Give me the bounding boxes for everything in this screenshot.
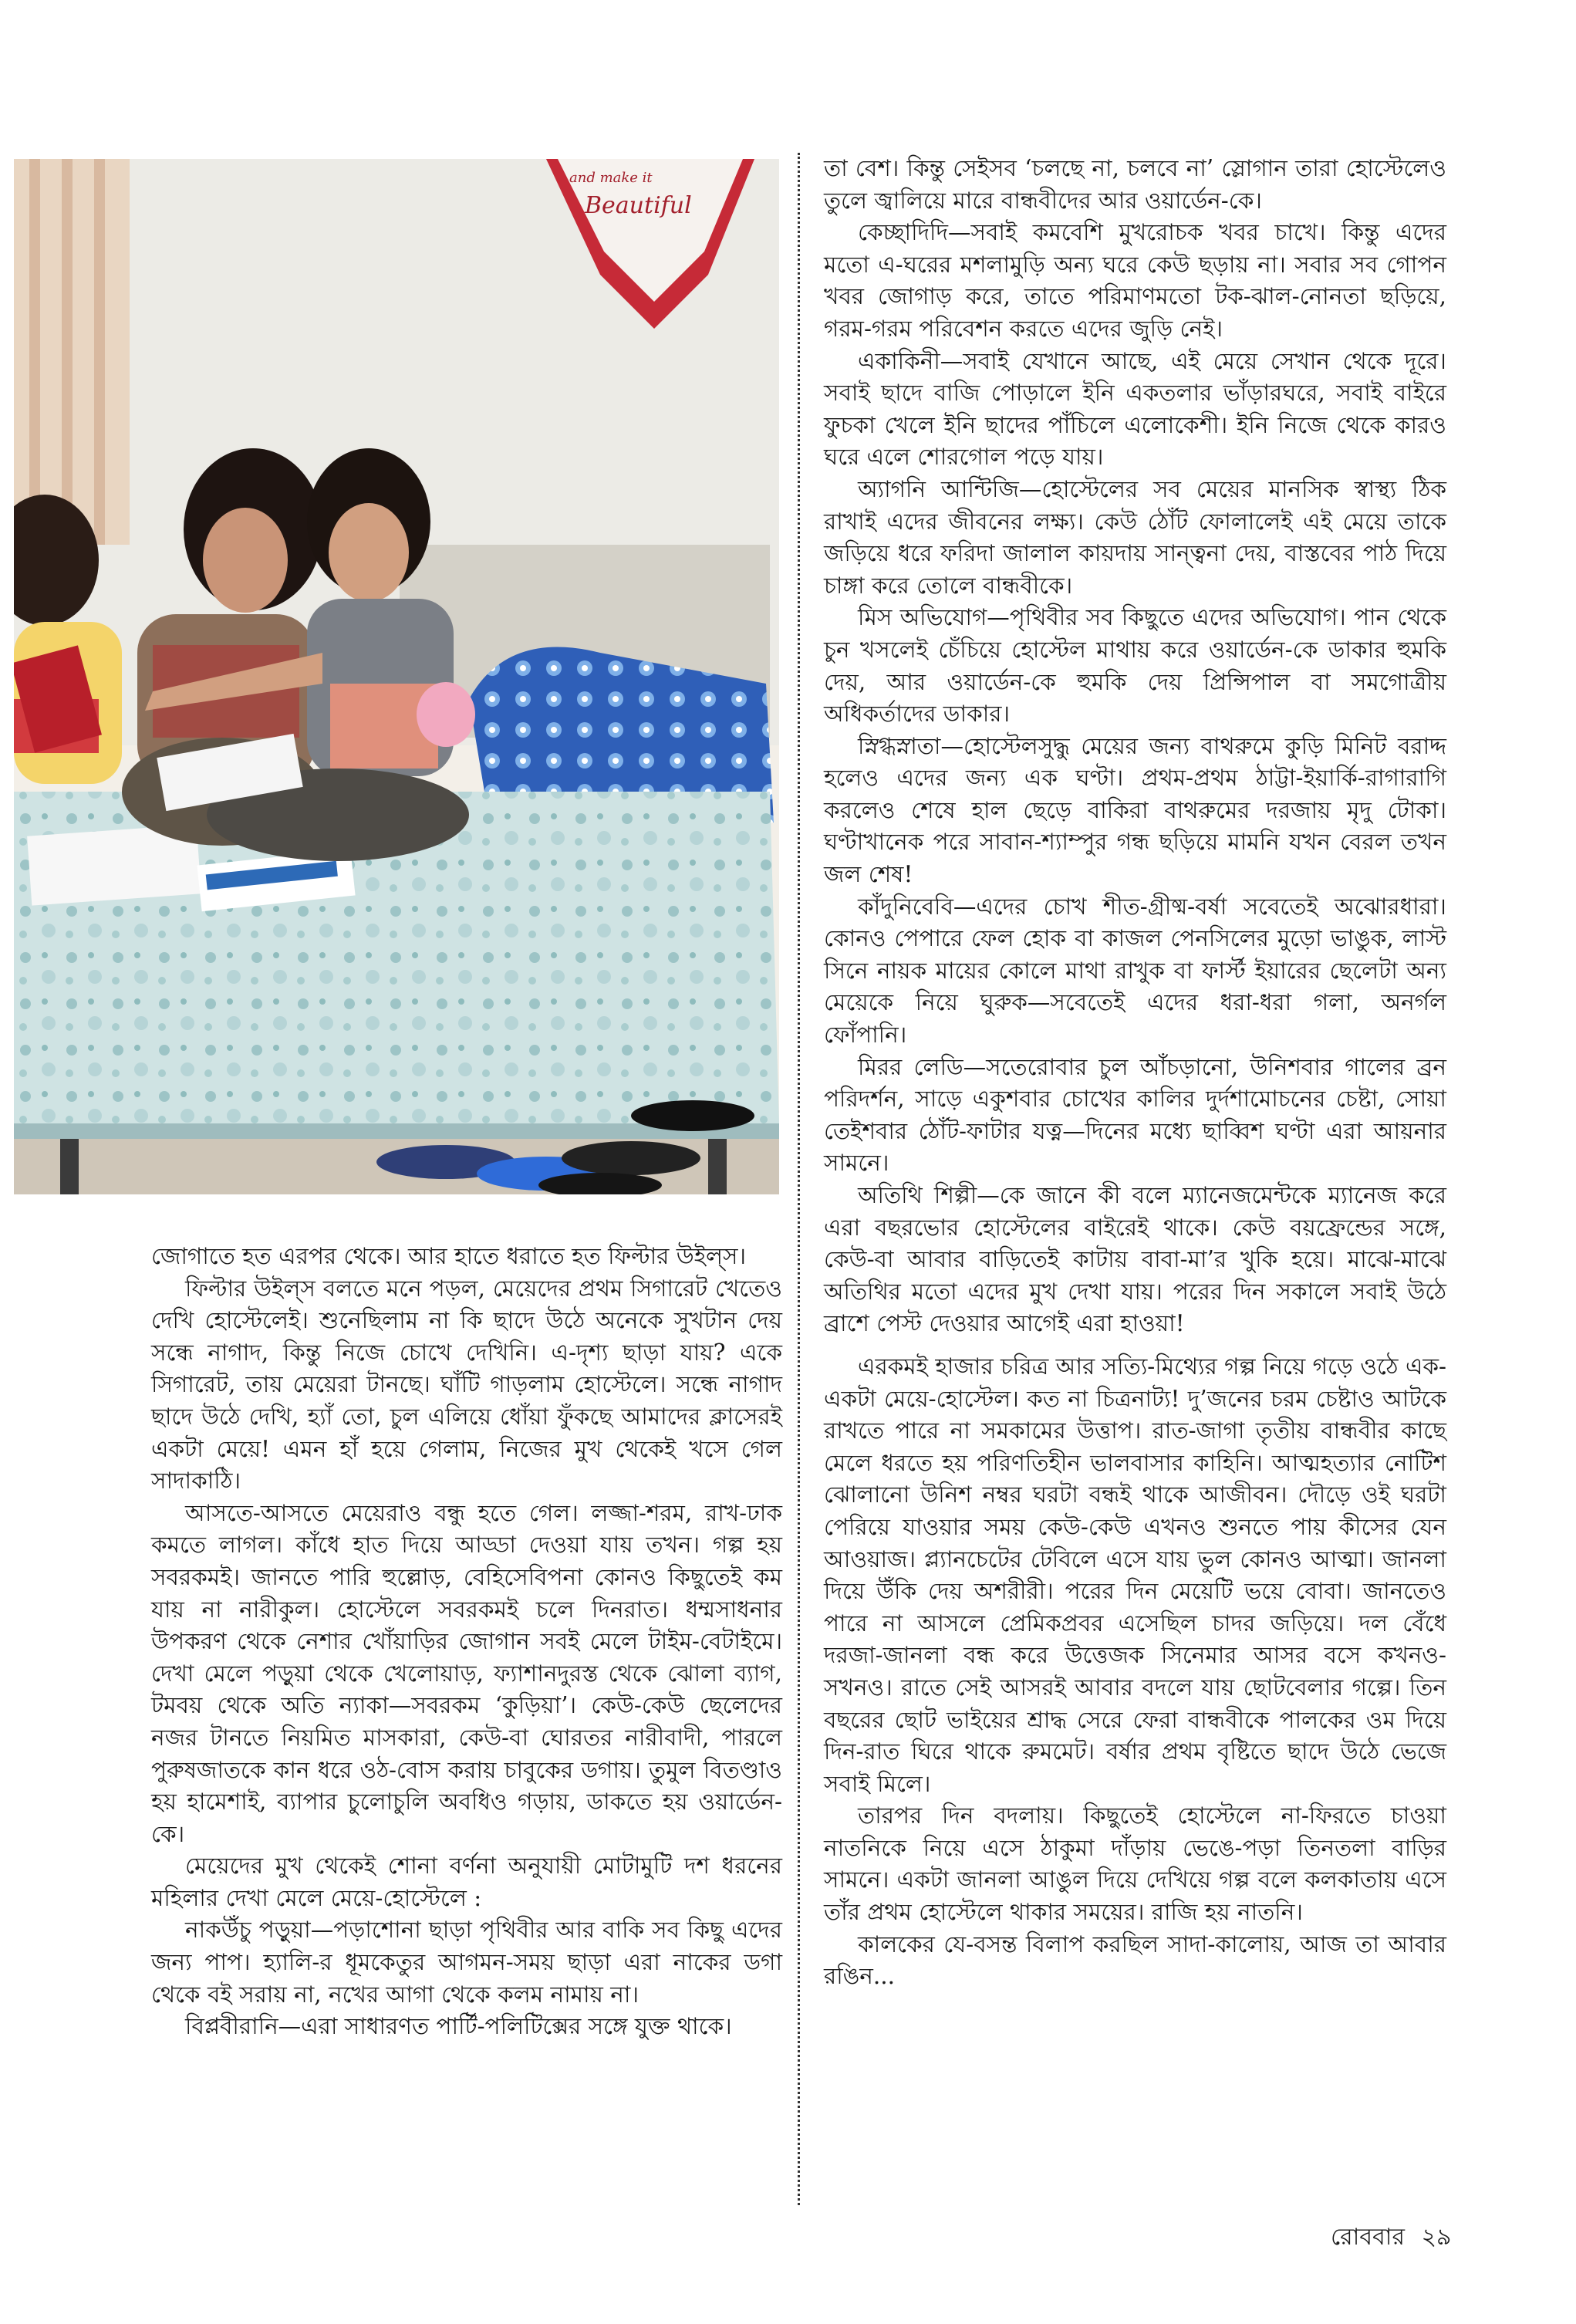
sign-text-beautiful: Beautiful xyxy=(585,192,692,219)
article-paragraph: এরকমই হাজার চরিত্র আর সত্যি-মিথ্যের গল্প নিয়ে গড়ে ওঠে এক-একটা মেয়ে-হোস্টেল। কত না চিত্রনাট্য! দু’জনের চরম চেষ্টাও আটকে রাখতে পারে না সমকামের উত্তাপ। রাত-জাগা তৃতীয় বান্ধবীর কাছে মেলে ধরতে হয় পরিণতিহীন ভালবাসার কাহিনি। আত্মহত্যার নোটিশ ঝোলানো উনিশ নম্বর ঘরটা বন্ধই থাকে আজীবন। দৌড়ে ওই ঘরটা পেরিয়ে যাওয়ার সময় কেউ-কেউ এখনও শুনতে পায় কীসের যেন আওয়াজ। প্ল্যানচেটের টেবিলে এসে যায় ভুল কোনও আত্মা। জানলা দিয়ে উঁকি দেয় অশরীরী। পরের দিন মেয়েটি ভয়ে বোবা। জানতেও পারে না আসলে প্রেমিকপ্রবর এসেছিল চাদর জড়িয়ে। দল বেঁধে দরজা-জানলা বন্ধ করে উত্তেজক সিনেমার আসর বসে কখনও-সখনও। রাতে সেই আসরই আবার বদলে যায় ছোটবেলার গল্পে। তিন বছরের ছোট ভাইয়ের শ্রাদ্ধ সেরে ফেরা বান্ধবীকে পালকের ওম দিয়ে দিন-রাত ঘিরে থাকে রুমমেট। বর্ষার প্রথম বৃষ্টিতে ছাদে উঠে ভেজে সবাই মিলে। xyxy=(824,1353,1446,1797)
article-paragraph: অতিথি শিল্পী—কে জানে কী বলে ম্যানেজমেন্টকে ম্যানেজ করে এরা বছরভোর হোস্টেলের বাইরেই থাকে। কেউ বয়ফ্রেন্ডের সঙ্গে, কেউ-বা আবার বাড়িতেই কাটায় বাবা-মা’র খুকি হয়ে। মাঝে-মাঝে অতিথির মতো এদের মুখ দেখা যায়। পরের দিন সকালে সবাই উঠে ব্রাশে পেস্ট দেওয়ার আগেই এরা হাওয়া! xyxy=(824,1182,1446,1337)
sign-text-small: and make it xyxy=(569,170,653,186)
article-paragraph: ফিল্টার উইল্স বলতে মনে পড়ল, মেয়েদের প্রথম সিগারেট খেতেও দেখি হোস্টেলেই। শুনেছিলাম না কি ছাদে উঠে অনেকে সুখটান দেয় সন্ধে নাগাদ, কিন্তু নিজে চোখে দেখিনি। এ-দৃশ্য ছাড়া যায়? একে সিগারেট, তায় মেয়েরা টানছে। ঘাঁটি গাড়লাম হোস্টেলে। সন্ধে নাগাদ ছাদে উঠে দেখি, হ্যাঁ তো, চুল এলিয়ে ধোঁয়া ফুঁকছে আমাদের ক্লাসেরই একটা মেয়ে! এমন হাঁ হয়ে গেলাম, নিজের মুখ থেকেই খসে গেল সাদাকাঠি। xyxy=(151,1275,782,1495)
article-paragraph: কেচ্ছাদিদি—সবাই কমবেশি মুখরোচক খবর চাখে। কিন্তু এদের মতো এ-ঘরের মশলামুড়ি অন্য ঘরে কেউ ছড়ায় না। সবার সব গোপন খবর জোগাড় করে, তাতে পরিমাণমতো টক-ঝাল-নোনতা ছড়িয়ে, গরম-গরম পরিবেশন করতে এদের জুড়ি নেই। xyxy=(824,219,1446,342)
article-paragraph: অ্যাগনি আন্টিজি—হোস্টেলের সব মেয়ের মানসিক স্বাস্থ্য ঠিক রাখাই এদের জীবনের লক্ষ্য। কেউ ঠোঁট ফোলালেই এই মেয়ে তাকে জড়িয়ে ধরে ফরিদা জালাল কায়দায় সান্ত্বনা দেয়, বাস্তবের পাঠ দিয়ে চাঙ্গা করে তোলে বান্ধবীকে। xyxy=(824,475,1446,599)
article-paragraph: তা বেশ। কিন্তু সেইসব ‘চলছে না, চলবে না’ স্লোগান তারা হোস্টেলেও তুলে জ্বালিয়ে মারে বান্ধবীদের আর ওয়ার্ডেন-কে। xyxy=(824,155,1446,214)
article-paragraph: একাকিনী—সবাই যেখানে আছে, এই মেয়ে সেখান থেকে দূরে। সবাই ছাদে বাজি পোড়ালে ইনি একতলার ভাঁড়ারঘরে, সবাই বাইরে ফুচকা খেলে ইনি ছাদের পাঁচিলে এলোকেশী। ইনি নিজে থেকে কারও ঘরে এলে শোরগোল পড়ে যায়। xyxy=(824,347,1446,471)
column-divider xyxy=(798,153,800,2205)
article-paragraph: কালকের যে-বসন্ত বিলাপ করছিল সাদা-কালোয়, আজ তা আবার রঙিন... xyxy=(824,1930,1446,1990)
article-paragraph: নাকউঁচু পড়ুয়া—পড়াশোনা ছাড়া পৃথিবীর আর বাকি সব কিছু এদের জন্য পাপ। হ্যালি-র ধূমকেতুর আগমন-সময় ছাড়া এরা নাকের ডগা থেকে বই সরায় না, নখের আগা থেকে কলম নামায় না। xyxy=(151,1917,782,2008)
photo-illustration xyxy=(14,159,779,1194)
article-paragraph: মিরর লেডি—সতেরোবার চুল আঁচড়ানো, উনিশবার গালের ব্রন পরিদর্শন, সাড়ে একুশবার চোখের কালির দুর্দশামোচনের চেষ্টা, সোয়া তেইশবার ঠোঁট-ফাটার যত্ন—দিনের মধ্যে ছাব্বিশ ঘণ্টা এরা আয়নার সামনে। xyxy=(824,1053,1446,1177)
hostel-room-photo xyxy=(14,159,779,1194)
magazine-name: রোববার xyxy=(1331,2224,1405,2251)
article-paragraph: জোগাতে হত এরপর থেকে। আর হাতে ধরাতে হত ফিল্টার উইল্স। xyxy=(151,1243,747,1269)
article-column-right xyxy=(824,153,1446,1993)
article-paragraph: কাঁদুনিবেবি—এদের চোখ শীত-গ্রীষ্ম-বর্ষা সবেতেই অঝোরধারা। কোনও পেপারে ফেল হোক বা কাজল পেনসিলের মুড়ো ভাঙুক, লাস্ট সিনে নায়ক মায়ের কোলে মাথা রাখুক বা ফার্স্ট ইয়ারের ছেলেটা অন্য মেয়েকে নিয়ে ঘুরুক—সবেতেই এদের ধরা-ধরা গলা, অনর্গল ফোঁপানি। xyxy=(824,893,1446,1049)
article-paragraph: তারপর দিন বদলায়। কিছুতেই হোস্টেলে না-ফিরতে চাওয়া নাতনিকে নিয়ে এসে ঠাকুমা দাঁড়ায় ভেঙে-পড়া তিনতলা বাড়ির সামনে। একটা জানলা আঙুল দিয়ে দেখিয়ে গল্প বলে কলকাতায় এসে তাঁর প্রথম হোস্টেলে থাকার সময়ের। রাজি হয় নাতনি। xyxy=(824,1802,1446,1926)
article-paragraph: মিস অভিযোগ—পৃথিবীর সব কিছুতে এদের অভিযোগ। পান থেকে চুন খসলেই চেঁচিয়ে হোস্টেল মাথায় করে ওয়ার্ডেন-কে ডাকার হুমকি দেয়, আর ওয়ার্ডেন-কে হুমকি দেয় প্রিন্সিপাল বা সমগোত্রীয় অধিকর্তাদের ডাকার। xyxy=(824,604,1446,728)
article-column-left xyxy=(151,1241,782,2043)
page-footer xyxy=(1331,2218,1461,2258)
article-paragraph: আসতে-আসতে মেয়েরাও বন্ধু হতে গেল। লজ্জা-শরম, রাখ-ঢাক কমতে লাগল। কাঁধে হাত দিয়ে আড্ডা দেওয়া যায় তখন। গল্প হয় সবরকমই। জানতে পারি হুল্লোড়, বেহিসেবিপনা কোনও কিছুতেই কম যায় না নারীকুল। হোস্টেলে সবরকমই চলে দিনরাত। ধম্মসাধনার উপকরণ থেকে নেশার খোঁয়াড়ির জোগান সবই মেলে টাইম-বেটাইমে। দেখা মেলে পড়ুয়া থেকে খেলোয়াড়, ফ্যাশানদুরস্ত থেকে ঝোলা ব্যাগ, টমবয় থেকে অতি ন্যাকা—সবরকম ‘কুড়িয়া’। কেউ-কেউ ছেলেদের নজর টানতে নিয়মিত মাসকারা, কেউ-বা ঘোরতর নারীবাদী, পারলে পুরুষজাতকে কান ধরে ওঠ-বোস করায় চাবুকের ডগায়। তুমুল বিতণ্ডাও হয় হামেশাই, ব্যাপার চুলোচুলি অবধিও গড়ায়, ডাকতে হয় ওয়ার্ডেন-কে। xyxy=(151,1499,782,1847)
article-paragraph: বিপ্লবীরানি—এরা সাধারণত পার্টি-পলিটিক্সের সঙ্গে যুক্ত থাকে। xyxy=(185,2013,732,2040)
article-paragraph: স্নিগ্ধস্নাতা—হোস্টেলসুদ্ধু মেয়ের জন্য বাথরুমে কুড়ি মিনিট বরাদ্দ হলেও এদের জন্য এক ঘণ্টা। প্রথম-প্রথম ঠাট্টা-ইয়ার্কি-রাগারাগি করলেও শেষে হাল ছেড়ে বাকিরা বাথরুমের দরজায় মৃদু টোকা। ঘণ্টাখানেক পরে সাবান-শ্যাম্পুর গন্ধ ছড়িয়ে মামনি যখন বেরল তখন জল শেষ! xyxy=(824,732,1446,888)
page-number: ২৯ xyxy=(1421,2224,1452,2251)
article-paragraph: মেয়েদের মুখ থেকেই শোনা বর্ণনা অনুযায়ী মোটামুটি দশ ধরনের মহিলার দেখা মেলে মেয়ে-হোস্টেলে : xyxy=(151,1853,782,1911)
